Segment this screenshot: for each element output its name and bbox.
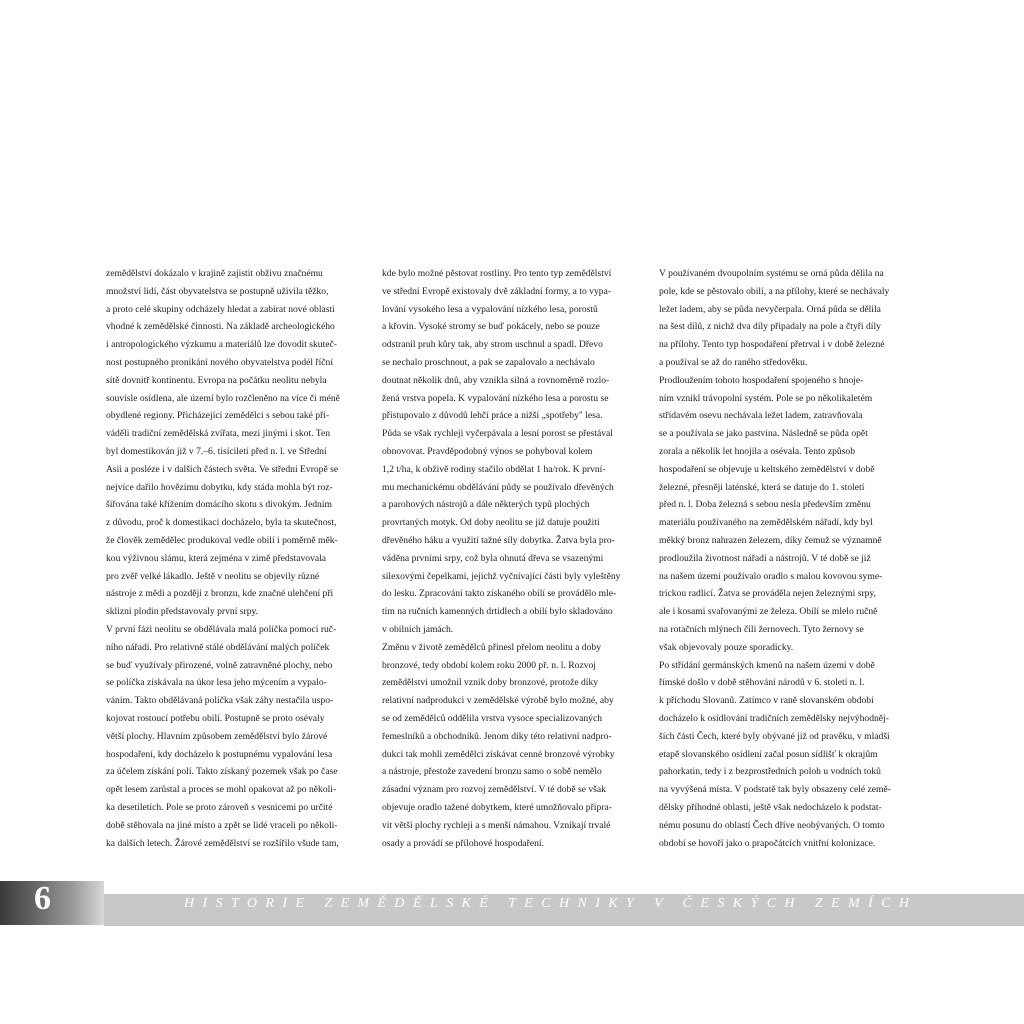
text-line: a proto celé skupiny odcházely hledat a zabírat nové oblasti	[106, 303, 335, 315]
text-line: pro zvěř velké lákadlo. Ještě v neolitu se objevily různé	[106, 570, 320, 582]
text-line: na našem území používalo oradlo s malou kovovou syme-	[659, 570, 883, 582]
text-line: na přílohy. Tento typ hospodaření přetrval i v době železné	[659, 339, 885, 351]
text-line: do lesku. Zpracování takto získaného obilí se provádělo mle-	[382, 588, 617, 600]
running-title-band	[104, 894, 1024, 926]
text-line: však objevovaly pouze sporadicky.	[659, 641, 794, 653]
text-line: zorala a několik let hnojila a osévala. Tento způsob	[659, 445, 856, 457]
text-line: váděli tradiční zemědělská zvířata, mezi jinými i skot. Ten	[106, 428, 330, 440]
text-line: obydlené regiony. Přicházející zemědělci s sebou také při-	[106, 410, 330, 422]
text-line: i antropologického výzkumu a materiálů lze dovodit skuteč-	[106, 339, 337, 351]
text-line: k příchodu Slovanů. Zatímco v raně slovanském období	[659, 695, 874, 707]
text-line: se nechalo proschnout, a pak se zapalovalo a nechávalo	[382, 356, 595, 368]
text-line: materiálu používaného na zemědělském nářadí, kdy byl	[659, 517, 873, 529]
text-line: ka dalších letech. Žárové zemědělství se rozšířilo všude tam,	[106, 837, 339, 849]
text-line: váděna prvními srpy, což byla ohnutá dřeva se vsazenými	[382, 552, 604, 564]
text-line: sítě dovnitř kontinentu. Evropa na počátku neolitu nebyla	[106, 374, 327, 386]
text-line: hospodaření se objevuje u keltského zemědělství v době	[659, 463, 875, 475]
text-line: období se hovoří jako o prapočátcích vnitřní kolonizace.	[659, 837, 876, 849]
text-column-3	[659, 265, 919, 852]
text-line: sklizni plodin představovaly první srpy.	[106, 606, 259, 618]
text-line: z důvodu, proč k domestikaci docházelo, byla ta skutečnost,	[106, 517, 337, 529]
text-line: železné, přesněji laténské, která se datuje do 1. století	[659, 481, 865, 493]
text-line: relativní nadprodukci v zemědělské výrobě bylo možné, aby	[382, 695, 614, 707]
text-line: a křovin. Vysoké stromy se buď pokácely, nebo se pouze	[382, 321, 600, 333]
text-line: Prodloužením tohoto hospodaření spojeného s hnoje-	[659, 374, 864, 386]
text-line: a používal se až do raného středověku.	[659, 356, 808, 368]
text-line: době stěhovala na jiné místo a zpět se lidé vraceli po několi-	[106, 819, 338, 831]
text-line: kou výživnou slámu, která zejména v zimě představovala	[106, 552, 327, 564]
text-line: se buď využívaly přirozené, volně zatravněné plochy, nebo	[106, 659, 333, 671]
page-footer	[0, 881, 1024, 925]
text-line: Půda se však rychleji vyčerpávala a lesní porost se přestával	[382, 428, 613, 440]
text-line: za účelem získání polí. Takto získaný pozemek však po čase	[106, 766, 338, 778]
text-line: větší plochy. Hlavním způsobem zemědělství bylo žárové	[106, 730, 328, 742]
text-line: na rotačních mlýnech čili žernovech. Tyto žernovy se	[659, 623, 864, 635]
text-line: zásadní význam pro rozvoj zemědělství. V té době se však	[382, 784, 606, 796]
text-line: vhodné k zemědělské činnosti. Na základě archeologického	[106, 321, 335, 333]
text-line: prodloužila životnost nářadí a nástrojů. V té době se již	[659, 552, 871, 564]
text-line: kde bylo možné pěstovat rostliny. Pro tento typ zemědělství	[382, 268, 612, 279]
text-line: tím na ručních kamenných drtidlech a obilí bylo skladováno	[382, 606, 613, 618]
text-line: osady a provádí se přílohové hospodaření.	[382, 837, 544, 849]
text-line: měkký bronz nahrazen železem, díky čemuž se významně	[659, 534, 882, 546]
text-line: opět lesem zarůstal a proces se mohl opakovat až po několi-	[106, 784, 337, 796]
text-line: se a používala se jako pastvina. Následně se půda opět	[659, 428, 868, 440]
text-line: vit větší plochy rychleji a s menší námahou. Vznikají trvalé	[382, 819, 611, 831]
text-line: obnovovat. Pravděpodobný výnos se pohyboval kolem	[382, 445, 593, 457]
text-line: přistupovalo z důvodů lehčí práce a nižší „spotřeby" lesa.	[382, 410, 603, 422]
text-column-1	[106, 265, 366, 852]
text-line: před n. l. Doba železná s sebou nesla především změnu	[659, 499, 871, 511]
text-line: a parohových nástrojů a dále některých typů plochých	[382, 499, 590, 511]
text-line: nému posunu do oblastí Čech dříve neobývaných. O tomto	[659, 819, 885, 831]
text-line: zemědělství umožnil vznik doby bronzové, protože díky	[382, 677, 599, 689]
text-line: V používaném dvoupolním systému se orná půda dělila na	[659, 268, 884, 279]
text-line: zemědělství dokázalo v krajině zajistit obživu značnému	[106, 268, 323, 279]
text-line: na vyvýšená místa. V podstatě tak byly obsazeny celé země-	[659, 784, 891, 796]
text-line: lování vysokého lesa a vypalování nízkého lesa, porostů	[382, 303, 598, 315]
text-line: ního nářadí. Pro relativně stálé obdělávání malých políček	[106, 641, 330, 653]
text-line: střídavém osevu nechávala ležet ladem, zatravňovala	[659, 410, 863, 422]
text-line: hospodaření, kdy docházelo k postupnému vypalování lesa	[106, 748, 333, 760]
text-line: docházelo k osídlování tradičních zemědělsky nejvýhodněj-	[659, 712, 889, 724]
text-line: šiřována také křížením domácího skotu s divokým. Jedním	[106, 499, 332, 511]
text-line: v obilních jamách.	[382, 623, 454, 635]
text-line: mu mechanickému obdělávání půdy se používalo dřevěných	[382, 481, 614, 493]
text-line: trickou radlicí. Žatva se prováděla nejen železnými srpy,	[659, 588, 877, 600]
text-line: etapě slovanského osídlení začal posun sídlišť k okrajům	[659, 748, 878, 760]
text-line: nost postupného pronikání nového obyvatelstva podél říční	[106, 356, 334, 368]
text-line: nástroje z mědi a později z bronzu, kde značné ulehčení při	[106, 588, 334, 600]
text-line: nejvíce dařilo hovězímu dobytku, kdy stáda mohla být roz-	[106, 481, 333, 493]
text-line: provrtaných motyk. Od doby neolitu se již datuje použití	[382, 517, 600, 529]
text-line: řemeslníků a obchodníků. Jenom díky této relativní nadpro-	[382, 730, 612, 742]
text-line: bronzové, tedy období kolem roku 2000 př. n. l. Rozvoj	[382, 659, 596, 671]
text-line: váním. Takto obdělávaná políčka však záhy nestačila uspo-	[106, 695, 334, 707]
text-line: dělsky příhodné oblasti, ještě však nedocházelo k podstat-	[659, 801, 882, 813]
page-number: 6	[34, 880, 51, 917]
text-line: doutnat několik dnů, aby vznikla silná a rovnoměrně rozlo-	[382, 374, 610, 386]
text-line: byl domestikován již v 7.–6. tisíciletí před n. l. ve Střední	[106, 445, 327, 457]
text-line: odstranil pruh kůry tak, aby strom uschnul a spadl. Dřevo	[382, 339, 603, 351]
text-line: ka desetiletích. Pole se proto zároveň s vesnicemi po určité	[106, 801, 333, 813]
text-line: ním vznikl trávopolní systém. Pole se po několikaletém	[659, 392, 873, 404]
text-line: V první fázi neolitu se obdělávala malá políčka pomocí ruč-	[106, 623, 337, 635]
text-line: že člověk zemědělec produkoval vedle obilí i poměrně měk-	[106, 534, 338, 546]
text-line: Asii a posléze i v dalších částech světa. Ve střední Evropě se	[106, 463, 339, 475]
text-line: Po střídání germánských kmenů na našem území v době	[659, 659, 875, 671]
text-line: dukci tak mohli zemědělci získávat cenné bronzové výrobky	[382, 748, 615, 760]
text-line: souvisle osídlena, ale území bylo rozčleněno na více či méně	[106, 392, 340, 404]
text-line: a nástroje, přestože zavedení bronzu samo o sobě nemělo	[382, 766, 602, 778]
text-line: žená vrstva popela. K vypalování nízkého lesa a porostu se	[382, 392, 609, 404]
text-line: dřevěného háku a využití tažné síly dobytka. Žatva byla pro-	[382, 534, 615, 546]
text-line: se od zemědělců oddělila vrstva vysoce specializovaných	[382, 712, 603, 724]
text-line: pahorkatin, tedy i z bezprostředních poloh u vodních toků	[659, 766, 881, 778]
text-line: se políčka získávala na úkor lesa jeho mýcením a vypalo-	[106, 677, 327, 689]
text-line: pole, kde se pěstovalo obilí, a na přílohy, které se nechávaly	[659, 285, 890, 297]
text-line: množství lidí, část obyvatelstva se postupně uživila těžko,	[106, 285, 329, 297]
text-line: ve střední Evropě existovaly dvě základní formy, a to vypa-	[382, 285, 612, 297]
text-line: kojovat rostoucí potřebu obilí. Postupně se proto osévaly	[106, 712, 325, 724]
text-line: na šest dílů, z nichž dva díly připadaly na pole a čtyři díly	[659, 321, 881, 333]
text-line: ších částí Čech, které byly obývané již od pravěku, v mladší	[659, 730, 890, 742]
text-line: římské došlo v době stěhování národů v 6. století n. l.	[659, 677, 865, 689]
text-line: ležet ladem, aby se půda nevyčerpala. Orná půda se dělila	[659, 303, 881, 315]
text-column-2	[382, 265, 642, 852]
page-number-tab	[0, 881, 104, 925]
text-line: ale i kosami svařovanými ze železa. Obilí se mlelo ručně	[659, 606, 878, 618]
text-line: objevuje oradlo tažené dobytkem, které umožňovalo připra-	[382, 801, 612, 813]
text-line: Změnu v životě zemědělců přinesl přelom neolitu a doby	[382, 641, 601, 653]
text-line: 1,2 t/ha, k obživě rodiny stačilo obdělat 1 ha/rok. K první-	[382, 463, 606, 475]
running-title: HISTORIE ZEMĚDĚLSKÉ TECHNIKY V ČESKÝCH ZEMÍCH	[184, 896, 918, 911]
text-line: silexovými čepelkami, jejichž vyčnívající části byly vyleštěny	[382, 570, 621, 582]
